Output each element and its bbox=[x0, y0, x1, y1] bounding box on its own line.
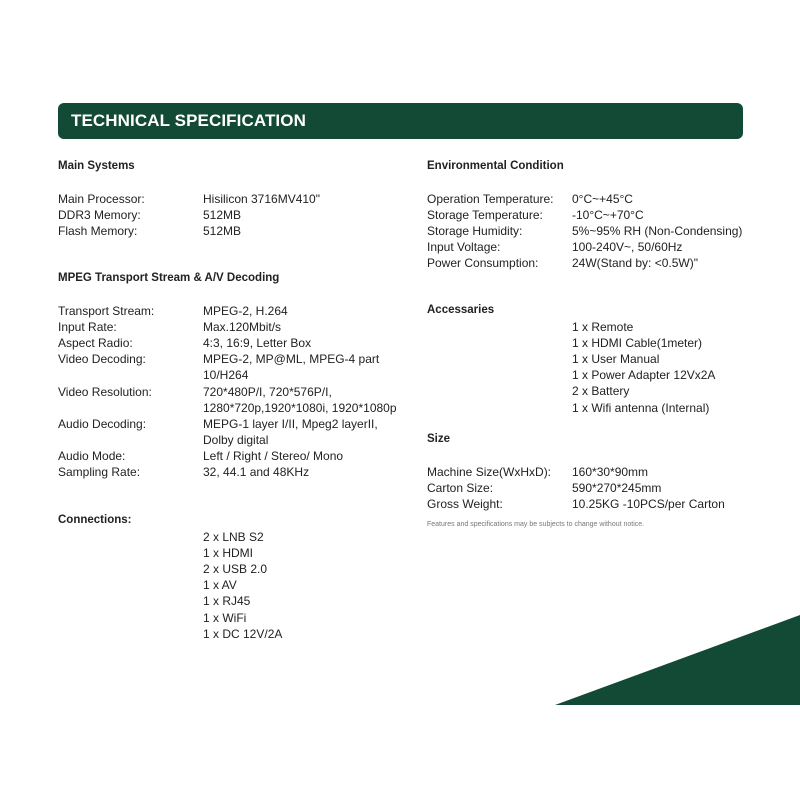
spec-label: Gross Weight: bbox=[427, 497, 503, 512]
spec-label: Main Processor: bbox=[58, 192, 145, 206]
spec-label: Flash Memory: bbox=[58, 224, 138, 239]
connection-item: 2 x USB 2.0 bbox=[203, 562, 268, 577]
connection-item: 1 x DC 12V/2A bbox=[203, 626, 283, 641]
connection-item: 1 x RJ45 bbox=[203, 594, 251, 609]
spec-value: MPEG-2, H.264 bbox=[203, 304, 288, 318]
spec-label: Sampling Rate: bbox=[58, 465, 141, 479]
spec-value: 10.25KG -10PCS/per Carton bbox=[572, 497, 725, 512]
spec-label: Machine Size(WxHxD): bbox=[427, 465, 552, 479]
spec-value: Left / Right / Stereo/ Mono bbox=[203, 448, 344, 463]
spec-value: Max.120Mbit/s bbox=[203, 320, 282, 335]
connection-item: 1 x WiFi bbox=[203, 610, 247, 625]
spec-label: Audio Decoding: bbox=[58, 416, 147, 431]
accessory-item: 1 x User Manual bbox=[572, 352, 660, 367]
accessory-item: 2 x Battery bbox=[572, 384, 630, 399]
spec-value: 512MB bbox=[203, 224, 242, 239]
spec-label: Audio Mode: bbox=[58, 448, 126, 463]
spec-value: 24W(Stand by: <0.5W)" bbox=[572, 256, 698, 271]
spec-label: Video Resolution: bbox=[58, 384, 152, 399]
accessory-item: 1 x HDMI Cable(1meter) bbox=[572, 336, 703, 351]
connection-item: 1 x AV bbox=[203, 578, 237, 593]
spec-label: Operation Temperature: bbox=[427, 192, 554, 206]
spec-value: MEPG-1 layer I/II, Mpeg2 layerII, bbox=[203, 416, 378, 431]
accessory-item: 1 x Power Adapter 12Vx2A bbox=[572, 368, 716, 383]
spec-label: Storage Temperature: bbox=[427, 208, 543, 223]
spec-label: Power Consumption: bbox=[427, 256, 539, 271]
spec-sheet-page bbox=[0, 95, 800, 705]
spec-label: Transport Stream: bbox=[58, 304, 155, 318]
connections-heading: Connections: bbox=[58, 514, 132, 526]
spec-value: 590*270*245mm bbox=[572, 481, 662, 496]
accessories-heading: Accessaries bbox=[427, 304, 495, 316]
accessory-item: 1 x Wifi antenna (Internal) bbox=[572, 400, 710, 415]
spec-value: 0°C~+45°C bbox=[572, 192, 633, 206]
spec-value: 32, 44.1 and 48KHz bbox=[203, 465, 310, 479]
spec-label: Input Rate: bbox=[58, 320, 117, 335]
spec-value: 160*30*90mm bbox=[572, 465, 649, 479]
size-heading: Size bbox=[427, 433, 451, 445]
spec-label: Storage Humidity: bbox=[427, 224, 523, 239]
spec-value: 512MB bbox=[203, 208, 242, 223]
spec-value: 1280*720p,1920*1080i, 1920*1080p bbox=[203, 400, 397, 415]
spec-value: 100-240V~, 50/60Hz bbox=[572, 240, 683, 255]
green-corner-decoration bbox=[0, 95, 800, 705]
spec-label: Input Voltage: bbox=[427, 240, 501, 255]
spec-label: Carton Size: bbox=[427, 481, 494, 496]
disclaimer-note: Features and specifications may be subjects to change without notice. bbox=[427, 521, 645, 528]
connection-item: 1 x HDMI bbox=[203, 546, 254, 561]
spec-value: Dolby digital bbox=[203, 432, 269, 447]
spec-label: Video Decoding: bbox=[58, 352, 146, 367]
spec-value: -10°C~+70°C bbox=[572, 208, 644, 223]
spec-value: 720*480P/I, 720*576P/I, bbox=[203, 384, 332, 399]
spec-label: Aspect Radio: bbox=[58, 336, 133, 351]
accessory-item: 1 x Remote bbox=[572, 320, 634, 334]
spec-label: DDR3 Memory: bbox=[58, 208, 141, 223]
page-title: TECHNICAL SPECIFICATION bbox=[71, 111, 306, 130]
mpeg-heading: MPEG Transport Stream & A/V Decoding bbox=[58, 272, 280, 284]
spec-value: 10/H264 bbox=[203, 368, 249, 383]
connection-item: 2 x LNB S2 bbox=[203, 530, 264, 544]
environmental-heading: Environmental Condition bbox=[427, 160, 564, 172]
spec-value: 4:3, 16:9, Letter Box bbox=[203, 336, 312, 351]
spec-value: Hisilicon 3716MV410" bbox=[203, 192, 320, 206]
main-systems-heading: Main Systems bbox=[58, 160, 135, 172]
spec-value: 5%~95% RH (Non-Condensing) bbox=[572, 224, 743, 239]
spec-value: MPEG-2, MP@ML, MPEG-4 part bbox=[203, 352, 380, 367]
